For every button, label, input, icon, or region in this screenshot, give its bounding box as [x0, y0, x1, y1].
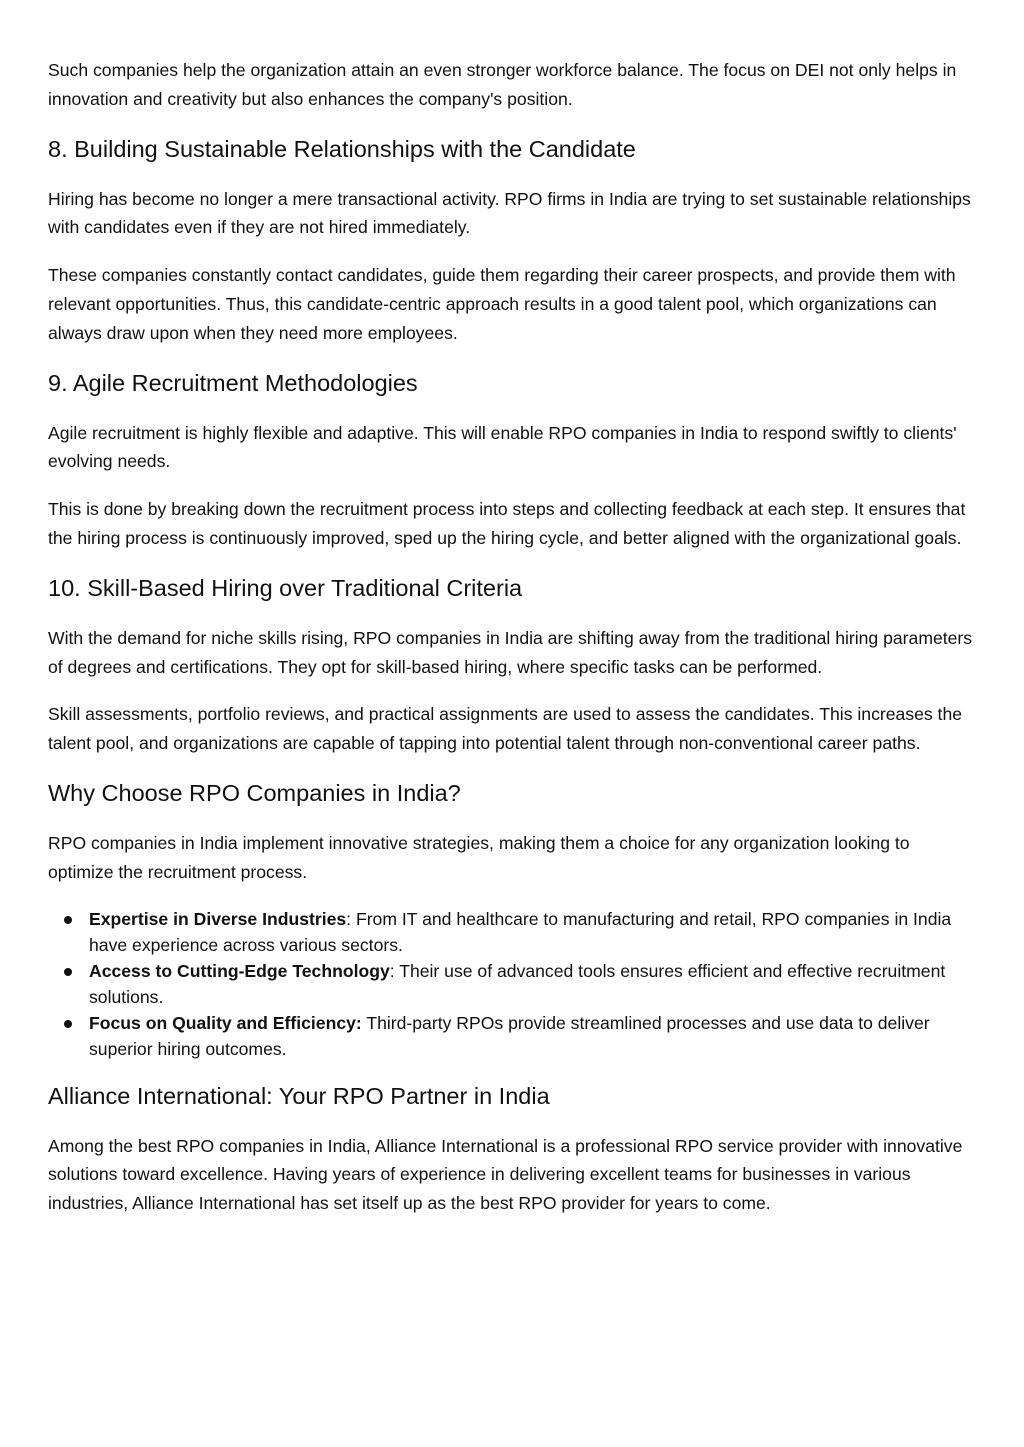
bullet-icon [64, 1020, 72, 1028]
alliance-paragraph: Among the best RPO companies in India, Alliance International is a professional RPO service provider with innovative solutions toward excellence. Having years of experience in delivering excellent teams for businesses in various industries, Alliance International has set itself up as the best RPO provider for years to come. [48, 1135, 963, 1214]
list-item-title: Access to Cutting-Edge Technology [89, 960, 390, 981]
section-8-heading: 8. Building Sustainable Relationships with the Candidate [48, 135, 636, 162]
section-9-paragraph-2: This is done by breaking down the recruitment process into steps and collecting feedback at each step. It ensures that the hiring process is continuously improved, sped up the hiring cycle, and better aligned with the organizational goals. [48, 499, 966, 548]
bullet-icon [64, 916, 72, 924]
section-8-paragraph-2: These companies constantly contact candidates, guide them regarding their career prospects, and provide them with relevant opportunities. Thus, this candidate-centric approach results in a good talent pool, which organizations can always draw upon when they need more employees. [48, 265, 956, 343]
list-item-title: Focus on Quality and Efficiency: [89, 1012, 362, 1033]
list-item-text: : Their use of advanced tools ensures efficient and effective recruitment solutions. [89, 960, 946, 1007]
list-item-text: : From IT and healthcare to manufacturing and retail, RPO companies in India have experience across various sectors. [89, 908, 952, 955]
article-body [48, 56, 978, 1237]
section-10-heading: 10. Skill-Based Hiring over Traditional Criteria [48, 574, 523, 601]
why-choose-heading: Why Choose RPO Companies in India? [48, 779, 461, 806]
list-item-title: Expertise in Diverse Industries [89, 908, 347, 929]
section-9-paragraph-1: Agile recruitment is highly flexible and adaptive. This will enable RPO companies in India to respond swiftly to clients' evolving needs. [48, 422, 957, 472]
list-item [48, 958, 978, 1010]
section-10-paragraph-2: Skill assessments, portfolio reviews, and practical assignments are used to assess the candidates. This increases the talent pool, and organizations are capable of tapping into potential talent through non-conventional career paths. [48, 704, 963, 754]
alliance-heading: Alliance International: Your RPO Partner in India [48, 1082, 550, 1109]
benefits-list [48, 906, 978, 1062]
list-item-text: Third-party RPOs provide streamlined processes and use data to deliver superior hiring outcomes. [89, 1012, 930, 1059]
section-9-heading: 9. Agile Recruitment Methodologies [48, 369, 418, 396]
bullet-icon [64, 968, 72, 976]
list-item [48, 906, 978, 958]
intro-paragraph: Such companies help the organization attain an even stronger workforce balance. The focus on DEI not only helps in innovation and creativity but also enhances the company's position. [48, 60, 957, 109]
list-item [48, 1010, 978, 1062]
section-8-paragraph-1: Hiring has become no longer a mere transactional activity. RPO firms in India are trying to set sustainable relationships with candidates even if they are not hired immediately. [48, 188, 971, 238]
section-10-paragraph-1: With the demand for niche skills rising, RPO companies in India are shifting away from the traditional hiring parameters of degrees and certifications. They opt for skill-based hiring, where specific tasks can be performed. [48, 627, 973, 677]
why-choose-paragraph: RPO companies in India implement innovative strategies, making them a choice for any organization looking to optimize the recruitment process. [48, 832, 910, 882]
